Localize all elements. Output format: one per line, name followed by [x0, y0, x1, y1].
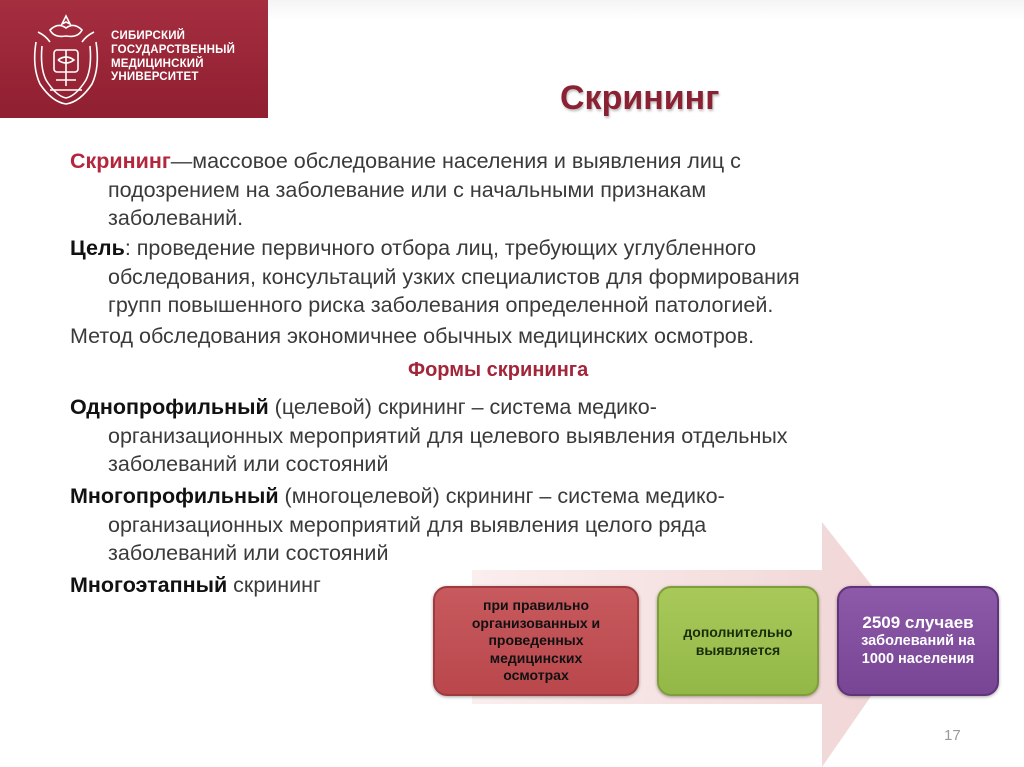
box-line: дополнительно [683, 624, 793, 640]
goal-paragraph [70, 234, 970, 320]
university-logo-panel [0, 0, 268, 118]
text-line: (целевой) скрининг – система медико- [268, 395, 657, 419]
box-line: 2509 случаев [862, 613, 974, 632]
method-paragraph: Метод обследования экономичнее обычных медицинских осмотров. [70, 324, 755, 348]
logo-line: СИБИРСКИЙ [111, 30, 186, 42]
term-goal: Цель [70, 236, 125, 260]
logo-line: ГОСУДАРСТВЕННЫЙ [111, 43, 236, 56]
forms-heading: Формы скрининга [408, 359, 589, 381]
box-line: осмотрах [503, 667, 569, 684]
box-line: выявляется [695, 642, 781, 658]
text-line: обследования, консультаций узких специалистов для формирования [108, 264, 800, 289]
box-line: заболеваний на [861, 633, 975, 649]
text-line: организационных мероприятий для целевого выявления отдельных [108, 423, 788, 448]
text-line: заболеваний или состояний [108, 452, 389, 476]
box-line: 1000 населения [861, 651, 975, 667]
text-line: подозрением на заболевание или с начальными признакам [108, 177, 707, 202]
box-organized-exams [433, 586, 639, 696]
text-line: скрининг [227, 573, 321, 597]
box-line: при правильно [482, 597, 590, 614]
term-multi-stage: Многоэтапный [70, 573, 228, 597]
text-line: организационных мероприятий для выявления целого ряда [108, 512, 707, 537]
box-line: проведенных [488, 632, 584, 649]
box-additionally-detected [657, 586, 819, 696]
term-single-profile: Однопрофильный [70, 395, 269, 419]
box-line: организованных и [471, 614, 601, 631]
logo-line: УНИВЕРСИТЕТ [111, 71, 199, 84]
text-line: (многоцелевой) скрининг – система медико- [278, 484, 725, 508]
definition-paragraph [70, 147, 970, 233]
text-line: групп повышенного риска заболевания определенной патологией. [108, 293, 774, 317]
slide-title: Скрининг [560, 79, 720, 117]
text-line: —массовое обследование населения и выявления лиц с [170, 149, 741, 173]
term-multi-profile: Многопрофильный [70, 484, 279, 508]
multi-profile-paragraph [70, 482, 970, 568]
text-line: заболеваний. [108, 206, 244, 230]
box-line: медицинских [489, 649, 583, 666]
university-name [111, 30, 235, 85]
box-cases-count [837, 586, 999, 696]
logo-line: МЕДИЦИНСКИЙ [111, 57, 204, 70]
multi-stage-paragraph [70, 571, 430, 600]
text-line: заболеваний или состояний [108, 541, 389, 565]
text-line: : проведение первичного отбора лиц, требующих углубленного [124, 236, 757, 260]
page-number: 17 [944, 727, 961, 744]
term-screening: Скрининг [70, 149, 171, 173]
single-profile-paragraph [70, 393, 970, 479]
university-crest-icon [28, 12, 104, 106]
